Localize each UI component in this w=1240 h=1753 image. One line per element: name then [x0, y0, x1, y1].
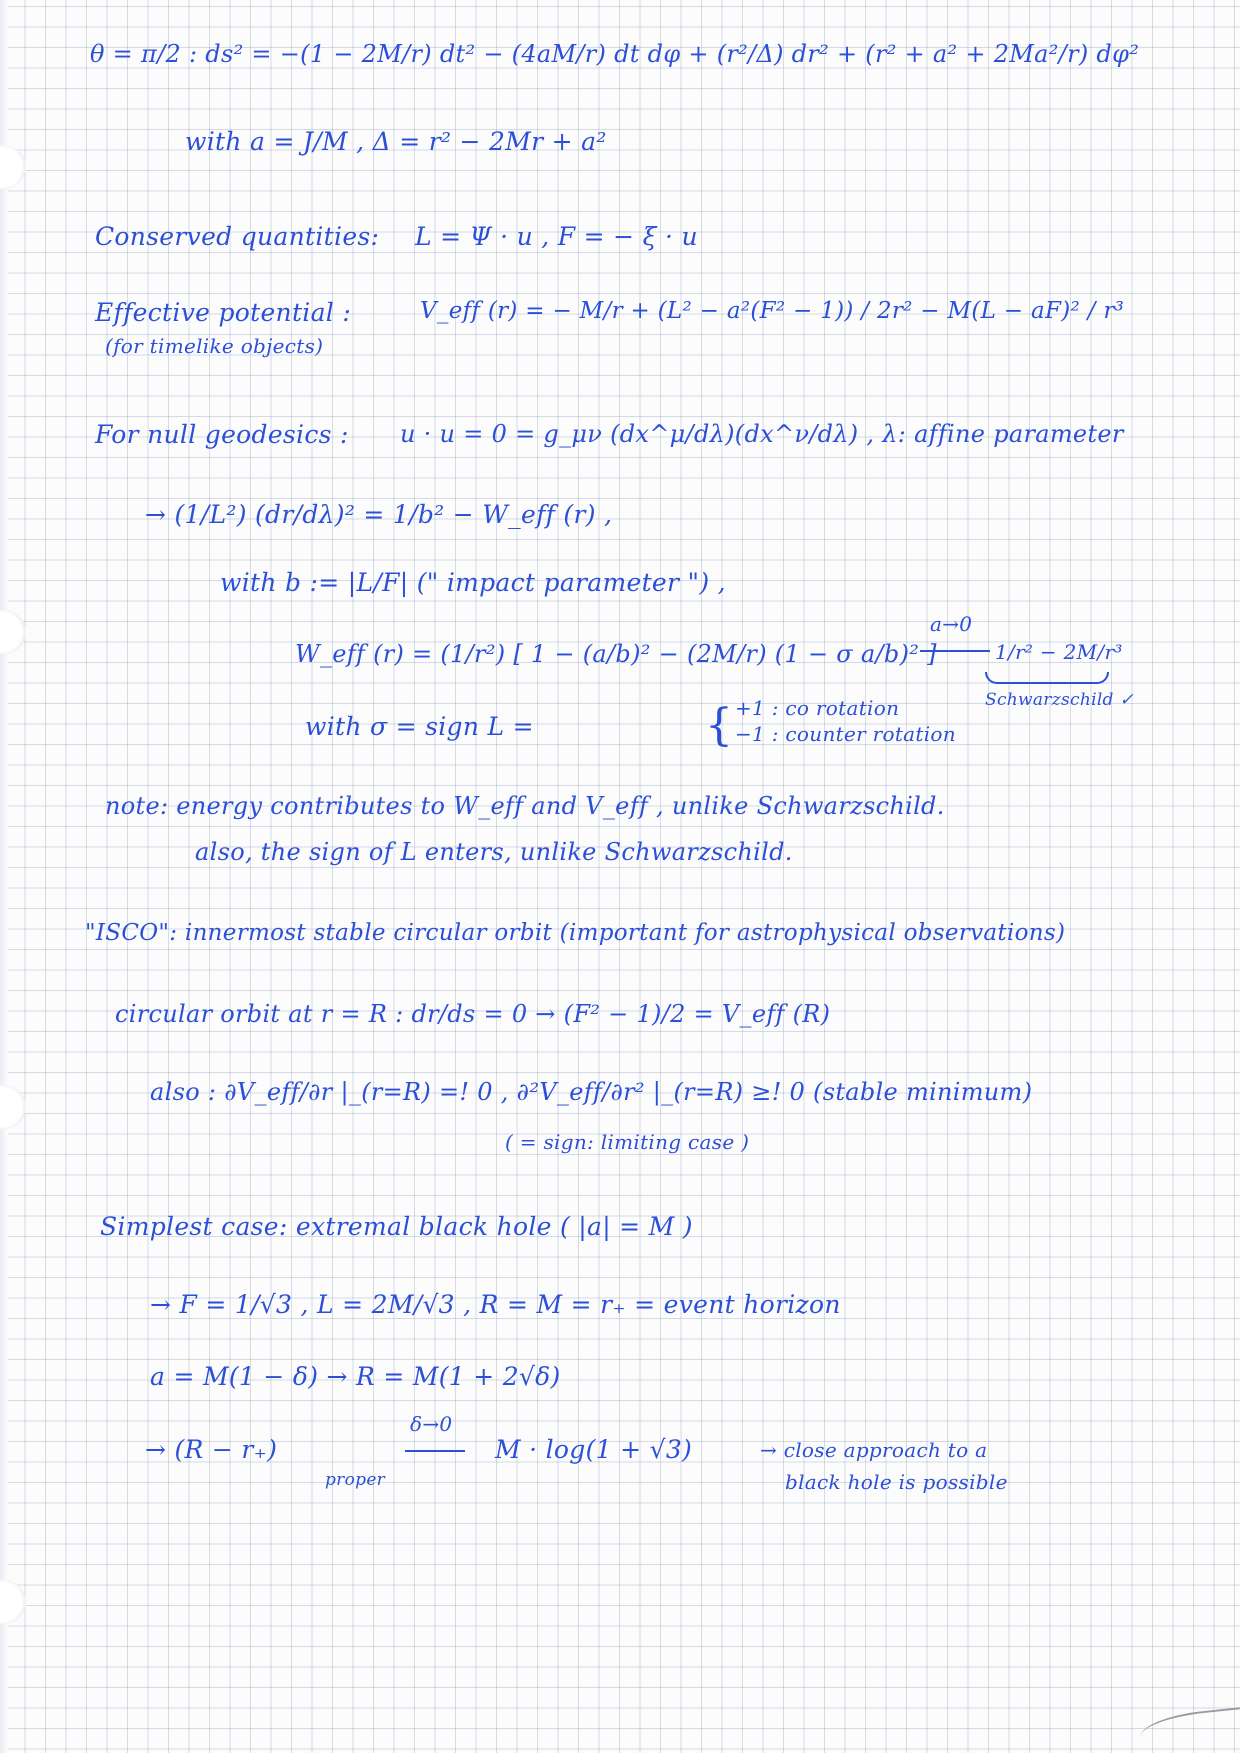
page-edge-stroke — [1139, 1706, 1240, 1749]
null-geodesics-label: For null geodesics : — [95, 420, 349, 449]
near-extremal-radius: a = M(1 − δ) → R = M(1 + 2√δ) — [150, 1362, 561, 1391]
punch-hole — [0, 1085, 26, 1129]
kerr-metric-equatorial: θ = π/2 : ds² = −(1 − 2M/r) dt² − (4aM/r) dt dφ + (r²/Δ) dr² + (r² + a² + 2Ma²/r) dφ² — [90, 40, 1140, 68]
limit-arrow — [920, 650, 990, 652]
punch-hole — [0, 610, 26, 654]
conserved-label: Conserved quantities: — [95, 222, 380, 251]
proper-distance-result: M · log(1 + √3) — [495, 1435, 693, 1464]
sigma-case-counterrotation: −1 : counter rotation — [735, 722, 956, 746]
delta-limit-arrow — [405, 1450, 465, 1452]
limit-arrow-label: a→0 — [930, 612, 973, 636]
delta-limit-label: δ→0 — [410, 1412, 453, 1436]
w-eff-equation: W_eff (r) = (1/r²) [ 1 − (a/b)² − (2M/r) (1 − σ a/b)² ] — [295, 640, 937, 668]
limiting-case-note: ( = sign: limiting case ) — [505, 1130, 750, 1154]
isco-definition: "ISCO": innermost stable circular orbit (important for astrophysical observations) — [85, 920, 1066, 946]
underbrace — [985, 672, 1109, 684]
definition-a-delta: with a = J/M , Δ = r² − 2Mr + a² — [185, 127, 607, 156]
punch-hole — [0, 1580, 26, 1624]
curly-brace: { — [705, 700, 734, 751]
radial-equation: → (1/L²) (dr/dλ)² = 1/b² − W_eff (r) , — [145, 500, 613, 529]
extremal-values: → F = 1/√3 , L = 2M/√3 , R = M = r₊ = event horizon — [150, 1290, 841, 1319]
effective-potential-equation: V_eff (r) = − M/r + (L² − a²(F² − 1)) / 2r² − M(L − aF)² / r³ — [420, 298, 1125, 324]
conclusion-line-1: → close approach to a — [760, 1438, 988, 1462]
note-sign: also, the sign of L enters, unlike Schwarzschild. — [195, 838, 793, 866]
note-energy: note: energy contributes to W_eff and V_eff , unlike Schwarzschild. — [105, 792, 945, 820]
effective-potential-label: Effective potential : — [95, 298, 352, 327]
null-condition: u · u = 0 = g_μν (dx^μ/dλ)(dx^ν/dλ) , λ: affine parameter — [400, 420, 1124, 448]
page-margin — [0, 0, 8, 1753]
circular-orbit-condition: circular orbit at r = R : dr/ds = 0 → (F² − 1)/2 = V_eff (R) — [115, 1000, 831, 1028]
schwarzschild-check: Schwarzschild ✓ — [985, 690, 1134, 710]
proper-subscript: proper — [325, 1470, 386, 1490]
impact-parameter: with b := |L/F| (" impact parameter ") , — [220, 568, 726, 597]
sigma-case-corotation: +1 : co rotation — [735, 696, 900, 720]
stability-conditions: also : ∂V_eff/∂r |_(r=R) =! 0 , ∂²V_eff/∂r² |_(r=R) ≥! 0 (stable minimum) — [150, 1078, 1033, 1106]
sigma-definition: with σ = sign L = — [305, 712, 534, 741]
conclusion-line-2: black hole is possible — [785, 1470, 1008, 1494]
conserved-equation: L = Ψ · u , F = − ξ · u — [415, 222, 698, 251]
simplest-case-label: Simplest case: extremal black hole ( |a| = M ) — [100, 1212, 693, 1241]
effective-potential-note: (for timelike objects) — [105, 334, 324, 358]
schwarzschild-limit: 1/r² − 2M/r³ — [995, 640, 1123, 664]
punch-hole — [0, 145, 26, 189]
proper-distance-lhs: → (R − r₊) — [145, 1435, 278, 1464]
